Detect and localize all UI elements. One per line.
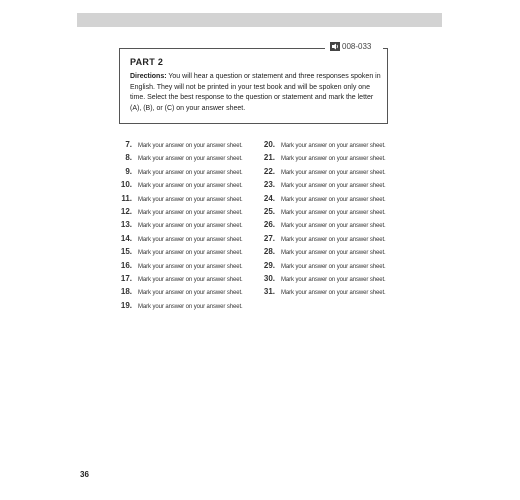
question-instruction: Mark your answer on your answer sheet. [281,210,386,216]
directions-text: You will hear a question or statement and three responses spoken in English. They will not be printed in your test book and will be spoken only one time. Select the best response to the question or statement and mark the letter (A), (B), or (C) on your answer sheet. [130,73,381,112]
question-item [255,220,386,232]
question-instruction: Mark your answer on your answer sheet. [138,223,243,230]
question-number: 10. [120,180,132,190]
question-instruction: Mark your answer on your answer sheet. [281,236,386,243]
question-item [255,234,386,246]
question-number: 13. [120,220,132,230]
question-number: 28. [263,247,275,257]
question-number: 20. [263,140,275,149]
question-number: 12. [120,207,132,216]
question-instruction: Mark your answer on your answer sheet. [281,263,386,270]
question-item [112,194,243,206]
question-instruction: Mark your answer on your answer sheet. [281,277,386,283]
question-number: 8. [125,153,132,163]
question-item [255,140,386,152]
box-top-border [120,48,325,49]
question-item [112,167,243,179]
question-item [255,287,386,299]
question-instruction: Mark your answer on your answer sheet. [138,183,243,190]
question-instruction: Mark your answer on your answer sheet. [281,169,386,176]
question-item [112,140,243,152]
question-instruction: Mark your answer on your answer sheet. [281,290,386,297]
question-instruction: Mark your answer on your answer sheet. [138,290,243,297]
question-instruction: Mark your answer on your answer sheet. [281,183,386,190]
question-item [112,287,243,299]
question-number: 14. [120,233,132,243]
question-instruction: Mark your answer on your answer sheet. [138,236,243,243]
question-item [112,180,243,192]
question-instruction: Mark your answer on your answer sheet. [281,223,386,230]
question-instruction: Mark your answer on your answer sheet. [281,196,386,203]
question-number: 30. [263,274,275,283]
question-instruction: Mark your answer on your answer sheet. [138,263,243,270]
question-instruction: Mark your answer on your answer sheet. [138,303,243,310]
question-instruction: Mark your answer on your answer sheet. [138,210,243,216]
speaker-icon [330,42,340,51]
question-number: 7. [125,140,132,149]
page-number: 36 [80,470,89,479]
question-item [112,274,243,286]
question-instruction: Mark your answer on your answer sheet. [138,196,243,203]
part-title: PART 2 [130,57,164,67]
question-number: 16. [120,260,132,270]
question-instruction: Mark your answer on your answer sheet. [281,143,386,149]
question-number: 24. [263,193,275,203]
question-item [112,220,243,232]
question-number: 21. [263,153,275,163]
question-number: 17. [120,274,132,283]
directions-label: Directions: [130,73,167,80]
question-number: 25. [263,207,275,216]
question-item [255,194,386,206]
question-number: 18. [120,287,132,297]
directions-paragraph [130,72,382,114]
question-item [255,274,386,286]
question-item [112,247,243,259]
question-instruction: Mark your answer on your answer sheet. [138,250,243,257]
question-item [255,261,386,273]
question-item [112,207,243,219]
question-number: 26. [263,220,275,230]
question-item [112,301,243,313]
question-number: 23. [263,180,275,190]
question-number: 22. [263,166,275,176]
question-number: 29. [263,260,275,270]
question-item [255,167,386,179]
question-item [255,207,386,219]
question-instruction: Mark your answer on your answer sheet. [281,250,386,257]
question-item [112,234,243,246]
box-top-border-end [383,48,387,49]
question-item [255,180,386,192]
question-item [112,261,243,273]
question-item [112,153,243,165]
question-instruction: Mark your answer on your answer sheet. [281,156,386,163]
audio-track-label [330,42,371,51]
question-instruction: Mark your answer on your answer sheet. [138,143,243,149]
header-bar [77,13,442,27]
question-item [255,247,386,259]
question-number: 27. [263,233,275,243]
question-number: 15. [120,247,132,257]
question-instruction: Mark your answer on your answer sheet. [138,156,243,163]
question-instruction: Mark your answer on your answer sheet. [138,277,243,283]
audio-track-number: 008-033 [342,42,372,51]
question-number: 19. [120,300,132,310]
question-number: 31. [263,287,275,297]
question-number: 9. [125,166,132,176]
question-instruction: Mark your answer on your answer sheet. [138,169,243,176]
question-item [255,153,386,165]
question-number: 11. [121,193,132,203]
part-directions-box [119,42,388,124]
